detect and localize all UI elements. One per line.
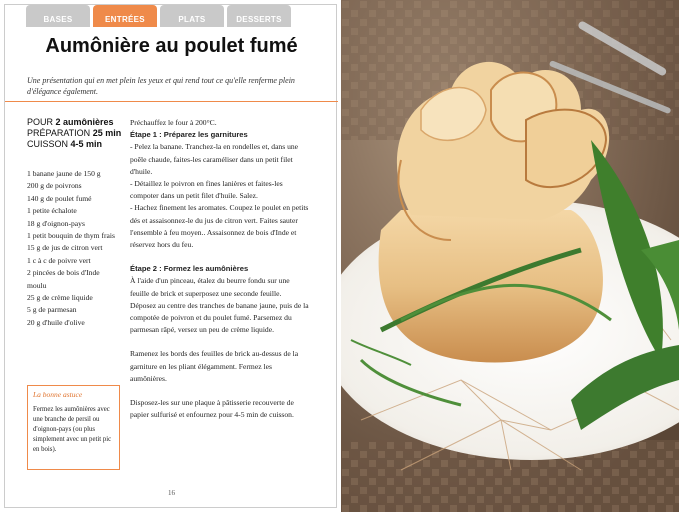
step1-heading: Étape 1 : Préparez les garnitures: [130, 130, 248, 140]
prep-label: PRÉPARATION: [27, 128, 91, 138]
section-tabs: [26, 5, 291, 27]
tab-plats[interactable]: PLATS: [160, 5, 224, 27]
ingredient-list: [27, 168, 119, 329]
step-text: Déposez au centre des tranches de banane jaune, puis de la compotée de poivron et du poulet fumé. Parsemez du parmesan râpé, versez un peu de crème liquide.: [130, 300, 309, 335]
tip-box: [27, 385, 120, 470]
tab-entrees[interactable]: ENTRÉES: [93, 5, 157, 27]
step-text: À l'aide d'un pinceau, étalez du beurre fondu sur une feuille de brick et superposez une seconde feuille.: [130, 276, 290, 298]
ingredient-item: 1 petit bouquin de thym frais: [27, 231, 115, 241]
cook-time: [27, 139, 121, 150]
recipe-intro: Une présentation qui en met plein les yeux et qui rend tout ce qu'elle renferme plein d'élégance également.: [27, 76, 295, 96]
step-text: - Pelez la banane. Tranchez-la en rondelles et, dans une poêle chaude, faites-les caraméliser dans un petit filet d'huile.: [130, 142, 299, 176]
cook-label: CUISSON: [27, 139, 69, 149]
recipe-steps: [130, 117, 310, 421]
step-text: - Hachez finement les aromates. Coupez le poulet en petits dés et assaisonnez-le du jus de citron vert. Faites sauter l'ensemble à feu moyen.. Assaisonnez de bois d'Inde et réservez hors du feu.: [130, 203, 309, 250]
recipe-page: [4, 4, 337, 508]
step-text: - Détaillez le poivron en fines lanières et faites-les compoter dans un petit filet d'huile. Salez.: [130, 179, 283, 201]
ingredient-item: 15 g de jus de citron vert: [27, 243, 103, 253]
ingredient-item: 5 g de parmesan: [27, 305, 77, 315]
ingredient-item: 1 c à c de poivre vert: [27, 255, 91, 265]
servings-value: 2 aumônières: [55, 117, 114, 127]
ingredient-item: 18 g d'oignon-pays: [27, 218, 85, 228]
servings: [27, 117, 121, 128]
ingredient-item: 140 g de poulet fumé: [27, 193, 92, 203]
recipe-meta: [27, 117, 121, 150]
prep-time: [27, 128, 121, 139]
ingredient-item: 1 banane jaune de 150 g: [27, 169, 101, 178]
cook-value: 4-5 min: [70, 139, 103, 149]
page-number: 16: [168, 489, 175, 497]
recipe-title: Aumônière au poulet fumé: [45, 35, 298, 57]
ingredient-item: 200 g de poivrons: [27, 181, 82, 191]
dish-photo-illustration: [341, 0, 679, 512]
divider: [5, 101, 338, 102]
tip-text: Fermez les aumônières avec une branche de persil ou d'oignon-pays (ou plus simplement avec un petit pic en bois).: [33, 406, 112, 453]
ingredient-item: 20 g d'huile d'olive: [27, 317, 85, 327]
step-text: Ramenez les bords des feuilles de brick au-dessus de la garniture en les pliant élégamment. Fermez les aumônières.: [130, 349, 299, 383]
servings-label: POUR: [27, 117, 54, 127]
ingredient-item: 2 pincées de bois d'Inde moulu: [27, 268, 100, 290]
tab-bases[interactable]: BASES: [26, 5, 90, 27]
ingredient-item: 1 petite échalote: [27, 206, 77, 216]
preheat-text: Préchauffez le four à 200°C.: [130, 118, 217, 127]
dish-photo: [341, 0, 679, 512]
tip-title: La bonne astuce: [33, 390, 83, 399]
step-text: Disposez-les sur une plaque à pâtisserie recouverte de papier sulfurisé et enfournez pour 4-5 min de cuisson.: [130, 398, 294, 420]
ingredient-item: 25 g de crème liquide: [27, 293, 93, 303]
step2-heading: Étape 2 : Formez les aumônières: [130, 264, 249, 274]
prep-value: 25 min: [92, 128, 122, 138]
tab-desserts[interactable]: DESSERTS: [227, 5, 291, 27]
